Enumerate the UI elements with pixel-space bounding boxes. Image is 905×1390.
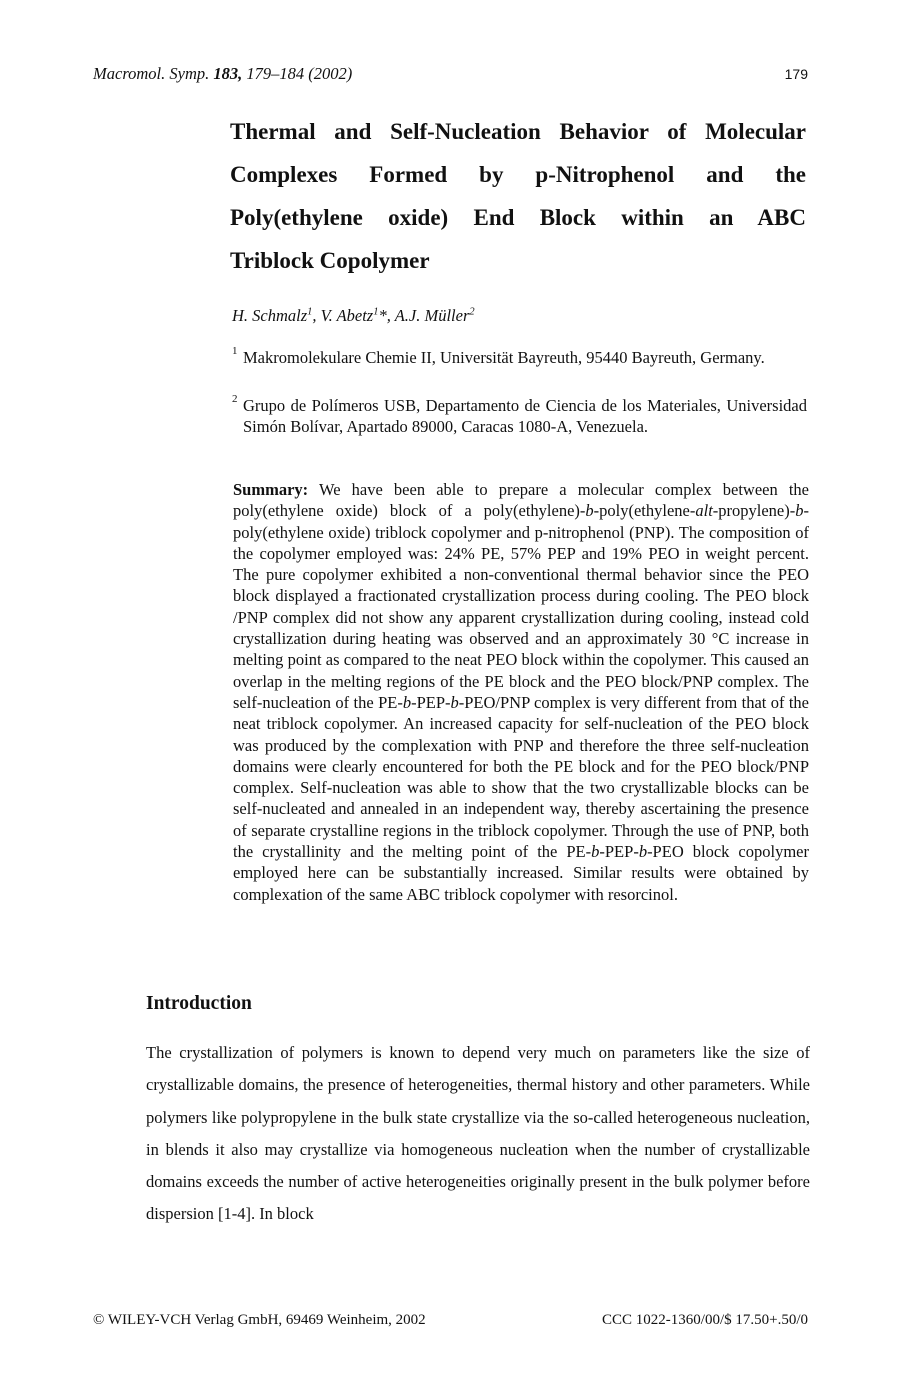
affiliation-2-number: 2 (232, 393, 238, 405)
summary-text-1: We have been able to prepare a molecular complex between the poly(ethylene oxide) block of a poly(ethylene)- (233, 480, 809, 521)
italic-b-2: b (795, 501, 804, 521)
summary-label: Summary: (233, 480, 309, 499)
summary-text-4: -poly(ethylene oxide) triblock copolymer and p-nitrophenol (PNP). The composition of the copolymer employed was: 24% PE, 57% PEP and 19% PEO in weight percent. The pure copolymer exhibited a non-conventional thermal behavior since the PEO block displayed a fractionated crystallization process during cooling. The PEO block /PNP complex did not show any apparent crystallization during cooling, instead cold crystallization during heating was observed and an approximately 30 °C increase in melting point as compared to the neat PEO block within the copolymer. This caused an overlap in the melting regions of the PE block and the PEO block/PNP complex. The self-nucleation of the PE- (233, 501, 809, 712)
page-footer (93, 1312, 808, 1334)
journal-citation (93, 64, 352, 84)
ccc-code: CCC 1022-1360/00/$ 17.50+.50/0 (602, 1312, 808, 1328)
summary-text-6: -PEO/PNP complex is very different from that of the neat triblock copolymer. An increased capacity for self-nucleation of the PEO block was produced by the complexation with PNP and therefore the three self-nucleation domains were clearly encountered for both the PE block and for the PEO block/PNP complex. Self-nucleation was able to show that the two crystallizable blocks can be self-nucleated and annealed in an independent way, thereby ascertaining the presence of separate crystalline regions in the triblock copolymer. Through the use of PNP, both the crystallinity and the melting point of the PE- (233, 692, 810, 862)
title-line-3: Poly(ethylene oxide) End Block within an ABC (230, 205, 806, 230)
page-number: 179 (784, 66, 808, 82)
author-2: V. Abetz (320, 306, 374, 325)
affiliation-2-text: Grupo de Polímeros USB, Departamento de Ciencia de los Materiales, Universidad Simón Bolívar, Apartado 89000, Caracas 1080-A, Venezuela. (243, 396, 807, 436)
summary-text-3: -propylene)- (712, 501, 796, 521)
corresponding-author-mark: * (378, 306, 387, 325)
summary-text-8: -PEO block copolymer employed here can be substantially increased. Similar results were obtained by complexation of the same ABC triblock copolymer with resorcinol. (233, 842, 809, 904)
running-header (93, 64, 808, 88)
author-3-affil: 2 (469, 306, 475, 318)
introduction-heading: Introduction (146, 993, 252, 1014)
affiliation-2 (232, 395, 807, 437)
affiliation-1-text: Makromolekulare Chemie II, Universität Bayreuth, 95440 Bayreuth, Germany. (243, 348, 765, 367)
italic-b-5: b (591, 842, 600, 862)
introduction-paragraph: The crystallization of polymers is known to depend very much on parameters like the size of crystallizable domains, the presence of heterogeneities, thermal history and other parameters. While polymers like polypropylene in the bulk state crystallize via the so-called heterogeneous nucleation, in blends it also may crystallize via homogeneous nucleation when the number of crystallizable domains exceeds the number of active heterogeneities originally present in the bulk polymer before dispersion [1-4]. In block (146, 1043, 810, 1224)
author-3: A.J. Müller (394, 306, 470, 325)
title-line-2: Complexes Formed by p-Nitrophenol and the (230, 162, 806, 187)
journal-volume: 183, (213, 64, 243, 83)
summary-text-2: -poly(ethylene- (593, 501, 696, 521)
affiliation-1-number: 1 (232, 345, 238, 357)
journal-pages-year: 179–184 (2002) (246, 64, 353, 83)
summary-text-5: -PEP- (411, 692, 451, 712)
summary-text-7: -PEP- (599, 842, 639, 862)
paper-title (230, 110, 806, 282)
italic-b-3: b (402, 692, 412, 712)
italic-alt: alt (695, 501, 713, 521)
journal-name: Macromol. Symp. (93, 64, 210, 83)
summary-paragraph (233, 479, 809, 905)
affiliation-1 (232, 347, 807, 368)
author-2-affil: 1 (373, 306, 379, 318)
italic-b-1: b (585, 501, 594, 521)
copyright-notice: © WILEY-VCH Verlag GmbH, 69469 Weinheim, 2002 (93, 1312, 426, 1328)
title-line-4: Triblock Copolymer (230, 248, 430, 273)
author-1: H. Schmalz (232, 306, 308, 325)
author-list: H. Schmalz$^1$, V. Abetz$^1$*, A.J. Müller$^2$ (232, 306, 475, 325)
italic-b-4: b (450, 692, 459, 712)
italic-b-6: b (638, 842, 648, 862)
title-line-1: Thermal and Self-Nucleation Behavior of Molecular (230, 119, 806, 144)
author-1-affil: 1 (307, 306, 313, 318)
